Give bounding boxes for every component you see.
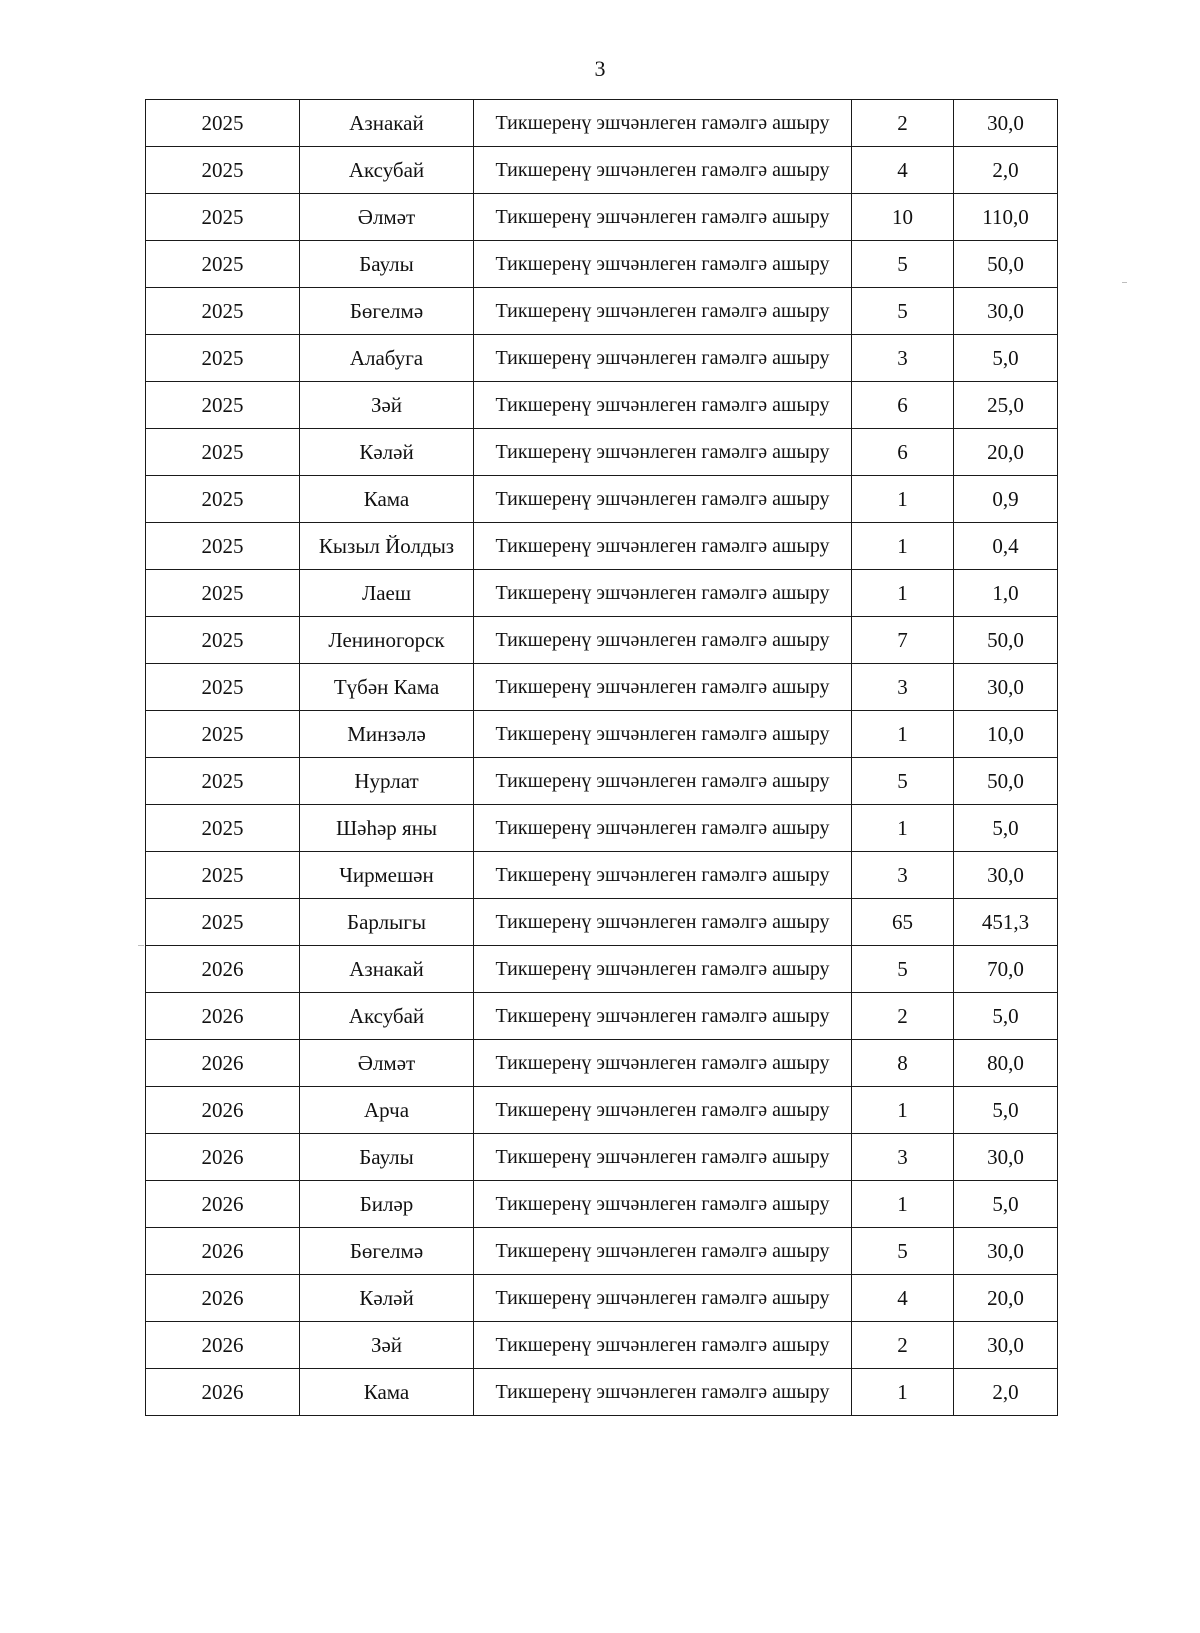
cell-year: 2025 <box>146 241 300 288</box>
cell-count: 1 <box>852 476 954 523</box>
cell-district: Арча <box>300 1087 474 1134</box>
cell-district: Лаеш <box>300 570 474 617</box>
table-row <box>146 288 1058 335</box>
cell-year: 2026 <box>146 1134 300 1181</box>
cell-amount: 2,0 <box>954 147 1058 194</box>
cell-district: Чирмешән <box>300 852 474 899</box>
cell-amount: 110,0 <box>954 194 1058 241</box>
table-row <box>146 805 1058 852</box>
cell-district: Баулы <box>300 241 474 288</box>
cell-count: 5 <box>852 288 954 335</box>
cell-count: 5 <box>852 946 954 993</box>
cell-year: 2026 <box>146 1040 300 1087</box>
cell-district: Бөгелмә <box>300 288 474 335</box>
cell-description: Тикшеренү эшчәнлеген гамәлгә ашыру <box>474 993 852 1040</box>
cell-district: Кызыл Йолдыз <box>300 523 474 570</box>
cell-description: Тикшеренү эшчәнлеген гамәлгә ашыру <box>474 664 852 711</box>
table-row <box>146 476 1058 523</box>
cell-year: 2025 <box>146 335 300 382</box>
cell-district: Әлмәт <box>300 194 474 241</box>
scan-mark <box>138 945 144 946</box>
cell-amount: 30,0 <box>954 1228 1058 1275</box>
cell-count: 1 <box>852 570 954 617</box>
table-row <box>146 100 1058 147</box>
cell-description: Тикшеренү эшчәнлеген гамәлгә ашыру <box>474 899 852 946</box>
cell-district: Аксубай <box>300 993 474 1040</box>
cell-count: 5 <box>852 758 954 805</box>
plan-table <box>145 99 1058 1416</box>
cell-amount: 0,9 <box>954 476 1058 523</box>
cell-year: 2025 <box>146 758 300 805</box>
cell-description: Тикшеренү эшчәнлеген гамәлгә ашыру <box>474 241 852 288</box>
cell-amount: 2,0 <box>954 1369 1058 1416</box>
cell-year: 2026 <box>146 993 300 1040</box>
cell-amount: 50,0 <box>954 758 1058 805</box>
cell-description: Тикшеренү эшчәнлеген гамәлгә ашыру <box>474 1275 852 1322</box>
cell-description: Тикшеренү эшчәнлеген гамәлгә ашыру <box>474 100 852 147</box>
cell-amount: 30,0 <box>954 1134 1058 1181</box>
cell-count: 5 <box>852 1228 954 1275</box>
table-row <box>146 382 1058 429</box>
table-row <box>146 852 1058 899</box>
cell-description: Тикшеренү эшчәнлеген гамәлгә ашыру <box>474 805 852 852</box>
cell-district: Биләр <box>300 1181 474 1228</box>
cell-year: 2026 <box>146 1228 300 1275</box>
cell-year: 2025 <box>146 476 300 523</box>
cell-count: 4 <box>852 147 954 194</box>
cell-amount: 5,0 <box>954 335 1058 382</box>
cell-district: Кәләй <box>300 1275 474 1322</box>
table-row <box>146 1228 1058 1275</box>
cell-count: 1 <box>852 1181 954 1228</box>
cell-district: Түбән Кама <box>300 664 474 711</box>
cell-amount: 451,3 <box>954 899 1058 946</box>
cell-count: 7 <box>852 617 954 664</box>
cell-count: 3 <box>852 335 954 382</box>
cell-description: Тикшеренү эшчәнлеген гамәлгә ашыру <box>474 382 852 429</box>
cell-amount: 30,0 <box>954 288 1058 335</box>
cell-count: 2 <box>852 100 954 147</box>
cell-count: 1 <box>852 523 954 570</box>
cell-description: Тикшеренү эшчәнлеген гамәлгә ашыру <box>474 1228 852 1275</box>
cell-district: Минзәлә <box>300 711 474 758</box>
page-number: 3 <box>594 56 606 81</box>
cell-description: Тикшеренү эшчәнлеген гамәлгә ашыру <box>474 429 852 476</box>
cell-description: Тикшеренү эшчәнлеген гамәлгә ашыру <box>474 617 852 664</box>
cell-count: 65 <box>852 899 954 946</box>
cell-year: 2026 <box>146 1087 300 1134</box>
table-row <box>146 147 1058 194</box>
cell-year: 2025 <box>146 664 300 711</box>
table-row <box>146 664 1058 711</box>
cell-district: Алабуга <box>300 335 474 382</box>
cell-amount: 50,0 <box>954 617 1058 664</box>
cell-amount: 1,0 <box>954 570 1058 617</box>
cell-count: 4 <box>852 1275 954 1322</box>
cell-year: 2025 <box>146 617 300 664</box>
cell-year: 2025 <box>146 429 300 476</box>
table-row <box>146 899 1058 946</box>
cell-year: 2025 <box>146 805 300 852</box>
cell-year: 2025 <box>146 194 300 241</box>
cell-year: 2026 <box>146 1181 300 1228</box>
cell-amount: 25,0 <box>954 382 1058 429</box>
cell-district: Шәһәр яны <box>300 805 474 852</box>
cell-amount: 20,0 <box>954 429 1058 476</box>
cell-amount: 80,0 <box>954 1040 1058 1087</box>
table-row <box>146 1322 1058 1369</box>
cell-year: 2026 <box>146 946 300 993</box>
cell-year: 2025 <box>146 852 300 899</box>
cell-count: 2 <box>852 1322 954 1369</box>
cell-district: Лениногорск <box>300 617 474 664</box>
table-row <box>146 523 1058 570</box>
cell-district: Барлыгы <box>300 899 474 946</box>
cell-count: 2 <box>852 993 954 1040</box>
cell-count: 1 <box>852 1369 954 1416</box>
scan-mark <box>1122 282 1127 283</box>
cell-count: 1 <box>852 1087 954 1134</box>
cell-count: 1 <box>852 711 954 758</box>
cell-year: 2025 <box>146 382 300 429</box>
cell-district: Нурлат <box>300 758 474 805</box>
table-row <box>146 335 1058 382</box>
table-row <box>146 194 1058 241</box>
cell-year: 2025 <box>146 711 300 758</box>
table-row <box>146 617 1058 664</box>
table-row <box>146 241 1058 288</box>
table-row <box>146 1040 1058 1087</box>
cell-description: Тикшеренү эшчәнлеген гамәлгә ашыру <box>474 194 852 241</box>
cell-amount: 70,0 <box>954 946 1058 993</box>
table-row <box>146 946 1058 993</box>
cell-count: 10 <box>852 194 954 241</box>
cell-district: Баулы <box>300 1134 474 1181</box>
cell-year: 2025 <box>146 899 300 946</box>
cell-district: Зәй <box>300 382 474 429</box>
table-row <box>146 1134 1058 1181</box>
table-row <box>146 570 1058 617</box>
cell-amount: 5,0 <box>954 805 1058 852</box>
cell-district: Кама <box>300 1369 474 1416</box>
table-row <box>146 758 1058 805</box>
cell-amount: 5,0 <box>954 1181 1058 1228</box>
cell-amount: 10,0 <box>954 711 1058 758</box>
cell-district: Кәләй <box>300 429 474 476</box>
cell-count: 3 <box>852 852 954 899</box>
cell-description: Тикшеренү эшчәнлеген гамәлгә ашыру <box>474 758 852 805</box>
cell-count: 3 <box>852 1134 954 1181</box>
table-row <box>146 1181 1058 1228</box>
cell-description: Тикшеренү эшчәнлеген гамәлгә ашыру <box>474 1181 852 1228</box>
cell-description: Тикшеренү эшчәнлеген гамәлгә ашыру <box>474 147 852 194</box>
cell-amount: 30,0 <box>954 100 1058 147</box>
cell-year: 2025 <box>146 288 300 335</box>
cell-amount: 30,0 <box>954 1322 1058 1369</box>
cell-district: Бөгелмә <box>300 1228 474 1275</box>
plan-table-body <box>146 100 1058 1416</box>
cell-count: 3 <box>852 664 954 711</box>
cell-description: Тикшеренү эшчәнлеген гамәлгә ашыру <box>474 288 852 335</box>
cell-year: 2025 <box>146 100 300 147</box>
table-row <box>146 993 1058 1040</box>
cell-description: Тикшеренү эшчәнлеген гамәлгә ашыру <box>474 946 852 993</box>
cell-description: Тикшеренү эшчәнлеген гамәлгә ашыру <box>474 852 852 899</box>
cell-year: 2026 <box>146 1369 300 1416</box>
cell-amount: 5,0 <box>954 1087 1058 1134</box>
cell-count: 1 <box>852 805 954 852</box>
cell-district: Аксубай <box>300 147 474 194</box>
cell-description: Тикшеренү эшчәнлеген гамәлгә ашыру <box>474 335 852 382</box>
cell-amount: 30,0 <box>954 664 1058 711</box>
cell-district: Зәй <box>300 1322 474 1369</box>
cell-description: Тикшеренү эшчәнлеген гамәлгә ашыру <box>474 570 852 617</box>
cell-district: Азнакай <box>300 100 474 147</box>
cell-description: Тикшеренү эшчәнлеген гамәлгә ашыру <box>474 476 852 523</box>
cell-description: Тикшеренү эшчәнлеген гамәлгә ашыру <box>474 711 852 758</box>
cell-district: Кама <box>300 476 474 523</box>
cell-year: 2025 <box>146 147 300 194</box>
table-row <box>146 711 1058 758</box>
cell-description: Тикшеренү эшчәнлеген гамәлгә ашыру <box>474 1087 852 1134</box>
table-row <box>146 1275 1058 1322</box>
cell-count: 8 <box>852 1040 954 1087</box>
cell-year: 2026 <box>146 1275 300 1322</box>
table-row <box>146 1087 1058 1134</box>
cell-count: 5 <box>852 241 954 288</box>
cell-description: Тикшеренү эшчәнлеген гамәлгә ашыру <box>474 523 852 570</box>
table-row <box>146 1369 1058 1416</box>
cell-description: Тикшеренү эшчәнлеген гамәлгә ашыру <box>474 1134 852 1181</box>
cell-description: Тикшеренү эшчәнлеген гамәлгә ашыру <box>474 1322 852 1369</box>
cell-district: Азнакай <box>300 946 474 993</box>
table-row <box>146 429 1058 476</box>
cell-year: 2025 <box>146 570 300 617</box>
cell-year: 2026 <box>146 1322 300 1369</box>
cell-amount: 0,4 <box>954 523 1058 570</box>
cell-amount: 20,0 <box>954 1275 1058 1322</box>
cell-year: 2025 <box>146 523 300 570</box>
cell-count: 6 <box>852 429 954 476</box>
cell-amount: 5,0 <box>954 993 1058 1040</box>
cell-count: 6 <box>852 382 954 429</box>
cell-amount: 30,0 <box>954 852 1058 899</box>
cell-description: Тикшеренү эшчәнлеген гамәлгә ашыру <box>474 1040 852 1087</box>
cell-amount: 50,0 <box>954 241 1058 288</box>
cell-description: Тикшеренү эшчәнлеген гамәлгә ашыру <box>474 1369 852 1416</box>
cell-district: Әлмәт <box>300 1040 474 1087</box>
